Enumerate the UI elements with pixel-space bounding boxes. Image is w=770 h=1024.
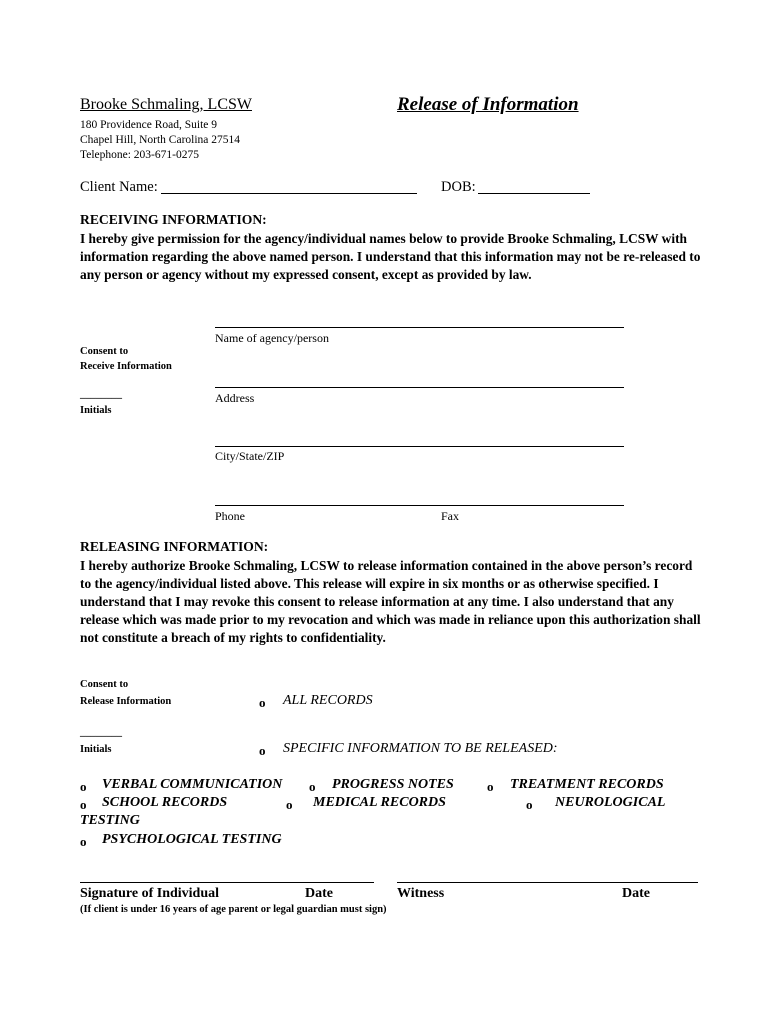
treatment-label: TREATMENT RECORDS	[510, 777, 664, 792]
consent-receive-label-2: Receive Information	[80, 361, 172, 372]
medical-label: MEDICAL RECORDS	[313, 795, 446, 810]
page-title: Release of Information	[397, 94, 579, 115]
guardian-note: (If client is under 16 years of age parent or legal guardian must sign)	[80, 904, 387, 915]
address-line-2: Chapel Hill, North Carolina 27514	[80, 134, 241, 146]
specific-info-label: SPECIFIC INFORMATION TO BE RELEASED:	[283, 741, 558, 756]
phone-fax-field[interactable]	[215, 505, 624, 506]
treatment-checkbox[interactable]: o	[487, 779, 494, 794]
client-name-label: Client Name:	[80, 179, 158, 195]
releasing-heading: RELEASING INFORMATION:	[80, 539, 269, 554]
release-initials-blank[interactable]: ________	[80, 727, 122, 738]
verbal-checkbox[interactable]: o	[80, 779, 87, 794]
dob-field[interactable]	[478, 193, 590, 194]
client-name-field[interactable]	[161, 193, 417, 194]
consent-receive-label-1: Consent to	[80, 346, 129, 357]
neurological-label-cont: TESTING	[80, 813, 140, 828]
witness-label: Witness	[397, 886, 445, 901]
address-line-1: 180 Providence Road, Suite 9	[80, 119, 218, 131]
neurological-checkbox[interactable]: o	[526, 797, 533, 812]
fax-label: Fax	[441, 509, 459, 523]
city-state-zip-label: City/State/ZIP	[215, 449, 285, 463]
verbal-label: VERBAL COMMUNICATION	[102, 777, 283, 792]
psychological-label: PSYCHOLOGICAL TESTING	[102, 832, 282, 847]
address-field[interactable]	[215, 387, 624, 388]
school-label: SCHOOL RECORDS	[102, 795, 228, 810]
medical-checkbox[interactable]: o	[286, 797, 293, 812]
receive-initials-label: Initials	[80, 405, 112, 416]
progress-label: PROGRESS NOTES	[332, 777, 454, 792]
all-records-label: ALL RECORDS	[283, 693, 373, 708]
phone-label: Phone	[215, 509, 245, 523]
progress-checkbox[interactable]: o	[309, 779, 316, 794]
agency-field[interactable]	[215, 327, 624, 328]
witness-date-label: Date	[622, 886, 650, 901]
release-initials-label: Initials	[80, 744, 112, 755]
agency-label: Name of agency/person	[215, 331, 329, 345]
specific-info-checkbox[interactable]: o	[259, 743, 266, 758]
signature-field[interactable]	[80, 882, 374, 883]
psychological-checkbox[interactable]: o	[80, 834, 87, 849]
telephone: Telephone: 203-671-0275	[80, 149, 199, 161]
signature-label: Signature of Individual	[80, 886, 220, 901]
neurological-label: NEUROLOGICAL	[555, 795, 666, 810]
receiving-text: I hereby give permission for the agency/individual names below to provide Brooke Schmaling, LCSW with information regarding the above named person. I understand that this information may not be re-released to any person or agency without my expressed consent, except as provided by law.	[80, 231, 701, 282]
consent-release-label-1: Consent to	[80, 679, 129, 690]
witness-field[interactable]	[397, 882, 698, 883]
all-records-checkbox[interactable]: o	[259, 695, 266, 710]
school-checkbox[interactable]: o	[80, 797, 87, 812]
releasing-text: I hereby authorize Brooke Schmaling, LCSW to release information contained in the above person’s record to the agency/individual listed above. This release will expire in six months or as otherwise specified. I understand that I may revoke this consent to release information at any time. I also understand that any release which was made prior to my revocation and which was made in reliance upon this authorization shall not constitute a breach of my rights to confidentiality.	[80, 558, 701, 645]
signature-date-label: Date	[305, 886, 333, 901]
address-label: Address	[215, 391, 255, 405]
city-state-zip-field[interactable]	[215, 446, 624, 447]
receiving-heading: RECEIVING INFORMATION:	[80, 212, 267, 227]
consent-release-label-2: Release Information	[80, 696, 172, 707]
receive-initials-blank[interactable]: ________	[80, 389, 122, 400]
practitioner-name: Brooke Schmaling, LCSW	[80, 96, 252, 113]
dob-label: DOB:	[441, 179, 476, 195]
